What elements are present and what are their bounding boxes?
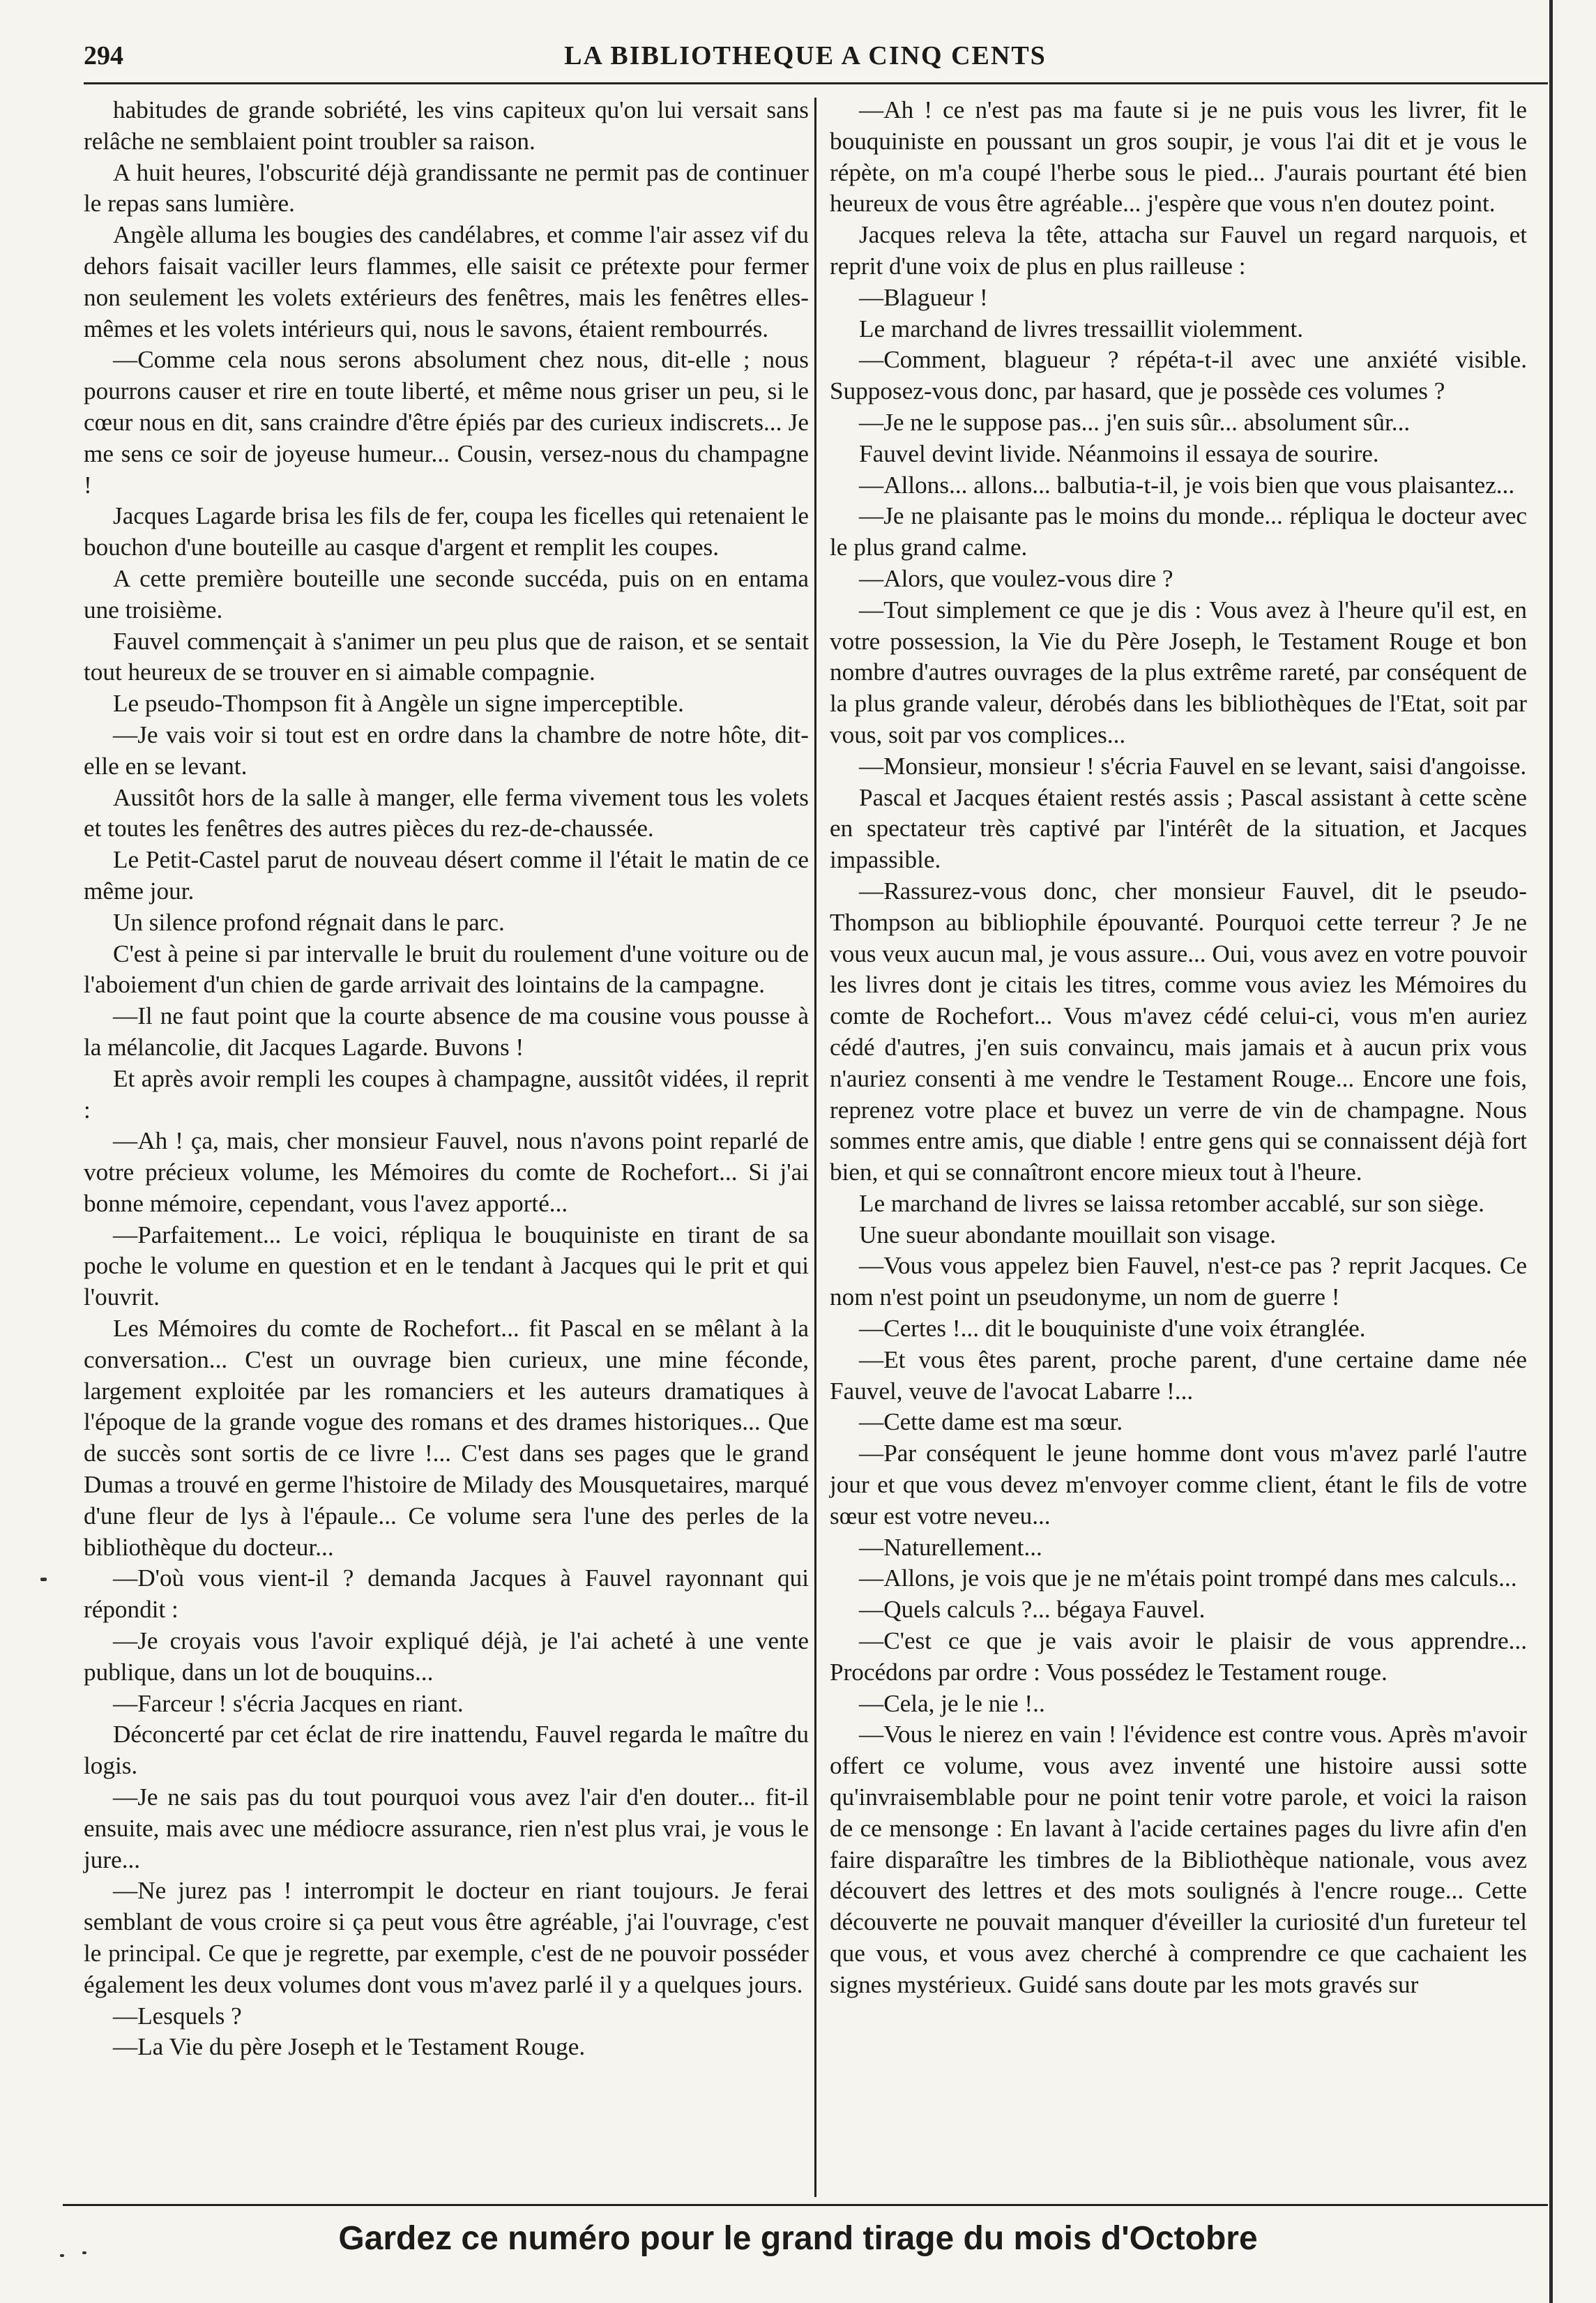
paragraph: —Allons... allons... balbutia-t-il, je vois bien que vous plaisantez...	[859, 471, 1515, 499]
paragraph: —C'est ce que je vais avoir le plaisir de vous apprendre... Procédons par ordre : Vous possédez le Testament rouge.	[830, 1627, 1527, 1686]
paragraph: —Lesquels ?	[113, 2002, 242, 2030]
paragraph: —Cela, je le nie !..	[859, 1689, 1045, 1717]
paragraph: —Monsieur, monsieur ! s'écria Fauvel en se levant, saisi d'angoisse.	[859, 752, 1527, 780]
paragraph: Déconcerté par cet éclat de rire inattendu, Fauvel regarda le maître du logis.	[84, 1721, 809, 1780]
column-divider	[814, 98, 816, 2197]
paragraph: —La Vie du père Joseph et le Testament Rouge.	[113, 2033, 586, 2061]
paragraph: —Certes !... dit le bouquiniste d'une voix étranglée.	[859, 1315, 1366, 1343]
paragraph: Pascal et Jacques étaient restés assis ; Pascal assistant à cette scène en spectateur très captivé par l'intérêt de la situation, et Jacques impassible.	[830, 783, 1527, 874]
paragraph: Aussitôt hors de la salle à manger, elle ferma vivement tous les volets et toutes les fenêtres des autres pièces du rez-de-chaussée.	[84, 783, 809, 843]
paragraph: —Ah ! ce n'est pas ma faute si je ne puis vous les livrer, fit le bouquiniste en poussant un gros soupir, je vous l'ai dit et je vous le répète, on m'a coupé l'herbe sous le pied... J'aurais pourtant été bien heureux de vous être agréable... j'espère que vous n'en doutez point.	[830, 96, 1527, 218]
paragraph: Le pseudo-Thompson fit à Angèle un signe imperceptible.	[113, 690, 684, 718]
paragraph: Les Mémoires du comte de Rochefort... fit Pascal en se mêlant à la conversation... C'est un ouvrage bien curieux, une mine féconde, largement exploitée par les romanciers et les auteurs dramatiques à l'époque de la grande vogue des romans et des drames historiques... Que de succès sont sortis de ce livre !... C'est dans ses pages que le grand Dumas a trouvé en germe l'histoire de Milady des Mousquetaires, marqué d'une fleur de lys à l'épaule... Ce volume sera l'une des perles de la bibliothèque du docteur...	[84, 1315, 809, 1561]
footer-notice: Gardez ce numéro pour le grand tirage du mois d'Octobre	[338, 2220, 1258, 2257]
paragraph: Un silence profond régnait dans le parc.	[113, 908, 505, 936]
print-speck	[60, 2254, 64, 2257]
paragraph: C'est à peine si par intervalle le bruit du roulement d'une voiture ou de l'aboiement d'un chien de garde arrivait des lointains de la campagne.	[84, 939, 809, 999]
left-column	[84, 95, 809, 2063]
paragraph: —Quels calculs ?... bégaya Fauvel.	[859, 1596, 1206, 1624]
paragraph: —Blagueur !	[859, 283, 988, 311]
paragraph: —Ah ! ça, mais, cher monsieur Fauvel, nous n'avons point reparlé de votre précieux volume, les Mémoires du comte de Rochefort... Si j'ai bonne mémoire, cependant, vous l'avez apporté...	[84, 1127, 809, 1217]
page-header	[84, 40, 1527, 80]
paragraph: Une sueur abondante mouillait son visage.	[859, 1221, 1277, 1248]
paragraph: habitudes de grande sobriété, les vins capiteux qu'on lui versait sans relâche ne semblaient point troubler sa raison.	[84, 96, 809, 155]
page-number: 294	[84, 41, 123, 70]
paragraph: —Rassurez-vous donc, cher monsieur Fauvel, dit le pseudo-Thompson au bibliophile épouvanté. Pourquoi cette terreur ? Je ne vous veux aucun mal, je vous assure... Oui, vous avez en votre pouvoir les livres dont je citais les titres, comme vous aviez les Mémoires du comte de Rochefort... Vous m'avez cédé celui-ci, vous m'en auriez cédé d'autres, j'en suis convaincu, mais jamais et à aucun prix vous n'auriez consenti à me vendre le Testament Rouge... Encore une fois, reprenez votre place et buvez un verre de vin de champagne. Nous sommes entre amis, que diable ! entre gens qui se connaissent déjà fort bien, et qui se connaîtront encore mieux tout à l'heure.	[830, 877, 1527, 1186]
paragraph: —Comme cela nous serons absolument chez nous, dit-elle ; nous pourrons causer et rire en toute liberté, et même nous griser un peu, si le cœur nous en dit, sans craindre d'être épiés par des curieux indiscrets... Je me sens ce soir de joyeuse humeur... Cousin, versez-nous du champagne !	[84, 346, 809, 499]
running-title: LA BIBLIOTHEQUE A CINQ CENTS	[564, 41, 1047, 70]
paragraph: —Il ne faut point que la courte absence de ma cousine vous pousse à la mélancolie, dit Jacques Lagarde. Buvons !	[84, 1002, 809, 1061]
paragraph: Le marchand de livres tressaillit violemment.	[859, 315, 1304, 342]
paragraph: Jacques releva la tête, attacha sur Fauvel un regard narquois, et reprit d'une voix de plus en plus railleuse :	[830, 221, 1527, 280]
paragraph: —Alors, que voulez-vous dire ?	[859, 564, 1173, 592]
paragraph: —Comment, blagueur ? répéta-t-il avec une anxiété visible. Supposez-vous donc, par hasard, que je possède ces volumes ?	[830, 346, 1527, 405]
paragraph: Fauvel devint livide. Néanmoins il essaya de sourire.	[859, 439, 1379, 467]
paragraph: —Allons, je vois que je ne m'étais point trompé dans mes calculs...	[859, 1564, 1517, 1592]
paragraph: —Farceur ! s'écria Jacques en riant.	[113, 1689, 464, 1717]
paragraph: Le marchand de livres se laissa retomber accablé, sur son siège.	[859, 1189, 1484, 1217]
paragraph: —Je vais voir si tout est en ordre dans la chambre de notre hôte, dit-elle en se levant.	[84, 720, 809, 780]
paragraph: —Je croyais vous l'avoir expliqué déjà, je l'ai acheté à une vente publique, dans un lot de bouquins...	[84, 1627, 809, 1686]
paragraph: Jacques Lagarde brisa les fils de fer, coupa les ficelles qui retenaient le bouchon d'une bouteille au casque d'argent et remplit les coupes.	[84, 502, 809, 561]
paragraph: Fauvel commençait à s'animer un peu plus que de raison, et se sentait tout heureux de se trouver en si aimable compagnie.	[84, 627, 809, 686]
paragraph: —Parfaitement... Le voici, répliqua le bouquiniste en tirant de sa poche le volume en question et en le tendant à Jacques qui le prit et qui l'ouvrit.	[84, 1221, 809, 1311]
paragraph: —Par conséquent le jeune homme dont vous m'avez parlé l'autre jour et que vous devez m'envoyer comme client, étant le fils de votre sœur est votre neveu...	[830, 1440, 1527, 1530]
right-column	[830, 95, 1527, 2001]
paragraph: —Et vous êtes parent, proche parent, d'une certaine dame née Fauvel, veuve de l'avocat Labarre !...	[830, 1345, 1527, 1405]
paragraph: A huit heures, l'obscurité déjà grandissante ne permit pas de continuer le repas sans lumière.	[84, 158, 809, 218]
print-speck	[40, 1578, 47, 1581]
paragraph: Le Petit-Castel parut de nouveau désert comme il l'était le matin de ce même jour.	[84, 846, 809, 905]
footer-rule	[63, 2204, 1548, 2206]
paragraph: —D'où vous vient-il ? demanda Jacques à Fauvel rayonnant qui répondit :	[84, 1564, 809, 1624]
paragraph: —Ne jurez pas ! interrompit le docteur en riant toujours. Je ferai semblant de vous croire si ça peut vous être agréable, j'ai l'ouvrage, c'est le principal. Ce que je regrette, par exemple, c'est de ne pouvoir posséder également les deux volumes dont vous m'avez parlé il y a quelques jours.	[84, 1877, 809, 1998]
paragraph: —Vous vous appelez bien Fauvel, n'est-ce pas ? reprit Jacques. Ce nom n'est point un pseudonyme, un nom de guerre !	[830, 1252, 1527, 1311]
paragraph: —Je ne le suppose pas... j'en suis sûr... absolument sûr...	[859, 408, 1411, 436]
paragraph: Angèle alluma les bougies des candélabres, et comme l'air assez vif du dehors faisait vaciller leurs flammes, elle saisit ce prétexte pour fermer non seulement les volets extérieurs des fenêtres, mais les fenêtres elles-mêmes et les volets intérieurs qui, nous le savons, étaient rembourrés.	[84, 221, 809, 342]
print-speck	[82, 2251, 86, 2254]
paragraph: —Tout simplement ce que je dis : Vous avez à l'heure qu'il est, en votre possession, la Vie du Père Joseph, le Testament Rouge et bon nombre d'autres ouvrages de la plus extrême rareté, par conséquent de la plus grande valeur, dérobés dans les bibliothèques de l'Etat, soit par vous, soit par vos complices...	[830, 596, 1527, 748]
paragraph: —Vous le nierez en vain ! l'évidence est contre vous. Après m'avoir offert ce volume, vous avez inventé une histoire aussi sotte qu'invraisemblable pour ne point tenir votre parole, et voici la raison de ce mensonge : En lavant à l'acide certaines pages du livre afin d'en faire disparaître les timbres de la Bibliothèque nationale, vous avez découvert des lettres et des mots soulignés à l'encre rouge... Cette découverte ne pouvait manquer d'éveiller la curiosité d'un fureteur tel que vous, et vous avez cherché à comprendre ce que cachaient les signes mystérieux. Guidé sans doute par les mots gravés sur	[830, 1721, 1527, 1998]
paragraph: Et après avoir rempli les coupes à champagne, aussitôt vidées, il reprit :	[84, 1064, 809, 1124]
header-rule	[84, 82, 1548, 84]
paragraph: —Je ne plaisante pas le moins du monde... répliqua le docteur avec le plus grand calme.	[830, 502, 1527, 561]
paragraph: —Cette dame est ma sœur.	[859, 1408, 1123, 1436]
page-edge-rule	[1549, 0, 1553, 2303]
paragraph: A cette première bouteille une seconde succéda, puis on en entama une troisième.	[84, 564, 809, 624]
paragraph: —Je ne sais pas du tout pourquoi vous avez l'air d'en douter... fit-il ensuite, mais avec une médiocre assurance, rien n'est plus vrai, je vous le jure...	[84, 1783, 809, 1873]
paragraph: —Naturellement...	[859, 1533, 1042, 1561]
